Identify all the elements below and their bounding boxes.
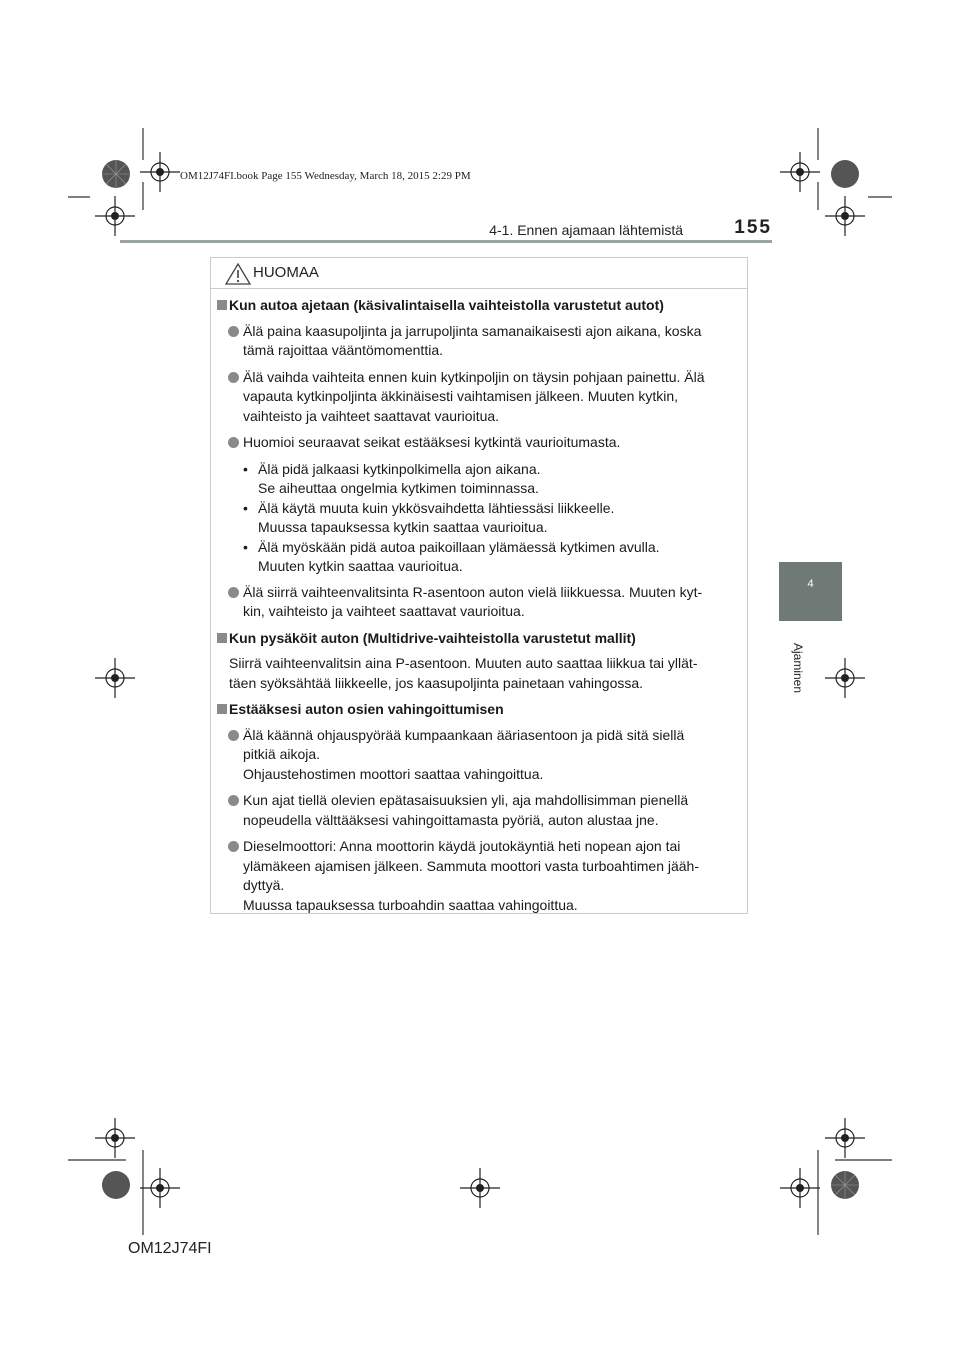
registration-mark: [825, 196, 865, 236]
list-item: Huomioi seuraavat seikat estääksesi kytkintä vaurioitumasta.: [217, 433, 744, 453]
list-item: Kun ajat tiellä olevien epätasaisuuksien yli, aja mahdollisimman pienellä nopeudella välttääksesi vahingoittamasta pyöriä, auton alustaa jne.: [217, 791, 744, 830]
registration-mark: [780, 152, 820, 192]
notice-title: HUOMAA: [253, 264, 319, 281]
notice-content: [217, 296, 744, 922]
registration-mark: [95, 1118, 135, 1158]
sub-list-item: • Älä pidä jalkaasi kytkinpolkimella ajon aikana. Se aiheuttaa ongelmia kytkimen toiminnassa.: [243, 460, 541, 496]
registration-mark: [95, 658, 135, 698]
section-title: 4-1. Ennen ajamaan lähtemistä: [489, 222, 683, 238]
list-item: Älä käännä ohjauspyörää kumpaankaan ääriasentoon ja pidä sitä siellä pitkiä aikoja. Ohjaustehostimen moottori saattaa vahingoittua.: [217, 726, 744, 785]
chapter-number: 4: [807, 578, 814, 590]
round-bullet-icon: [228, 730, 239, 741]
round-bullet-icon: [228, 587, 239, 598]
registration-mark: [825, 1118, 865, 1158]
round-bullet-icon: [228, 437, 239, 448]
round-bullet-icon: [228, 372, 239, 383]
registration-mark: [140, 1168, 180, 1208]
registration-mark: [95, 196, 135, 236]
registration-mark: [460, 1168, 500, 1208]
square-bullet-icon: [217, 300, 227, 310]
section-heading: Kun pysäköit auton (Multidrive-vaihteistolla varustetut mallit): [217, 629, 744, 649]
chapter-tab: [779, 562, 842, 621]
registration-mark: [825, 658, 865, 698]
list-item: Älä paina kaasupoljinta ja jarrupoljinta samanaikaisesti ajon aikana, koska tämä rajoittaa vääntömomenttia.: [217, 322, 744, 361]
round-bullet-icon: [228, 841, 239, 852]
list-item: Dieselmoottori: Anna moottorin käydä joutokäyntiä heti nopean ajon tai ylämäkeen ajamisen jälkeen. Sammuta moottori vasta turboahtimen jääh- dyttyä. Muussa tapauksessa turboahdin saattaa vahingoittua.: [217, 837, 744, 915]
sub-list: [217, 460, 744, 577]
sub-list-item: • Älä myöskään pidä autoa paikoillaan ylämäessä kytkimen avulla. Muuten kytkin saattaa vaurioitua.: [243, 538, 660, 574]
section-heading: Estääksesi auton osien vahingoittumisen: [217, 700, 744, 720]
registration-mark: [140, 152, 180, 192]
page-number: 155: [734, 217, 772, 238]
starburst-mark: [830, 159, 860, 189]
notice-header: [211, 258, 747, 289]
header-rule: [120, 240, 772, 243]
round-bullet-icon: [228, 795, 239, 806]
starburst-mark: [101, 1170, 131, 1200]
warning-triangle-icon: [225, 263, 251, 285]
section-heading: Kun autoa ajetaan (käsivalintaisella vaihteistolla varustetut autot): [217, 296, 744, 316]
square-bullet-icon: [217, 633, 227, 643]
list-item: Älä vaihda vaihteita ennen kuin kytkinpoljin on täysin pohjaan painettu. Älä vapauta kytkinpoljinta äkkinäisesti vaihtamisen jälkeen. Muuten kytkin, vaihteisto ja vaihteet saattavat vaurioitua.: [217, 368, 744, 427]
starburst-mark: [101, 159, 131, 189]
chapter-label: Ajaminen: [791, 643, 805, 694]
paragraph: Siirrä vaihteenvalitsin aina P-asentoon. Muuten auto saattaa liikkua tai yllät- täen syöksähtää liikkeelle, jos kaasupoljinta painetaan vahingossa.: [229, 655, 698, 691]
notice-box: [210, 257, 748, 914]
registration-mark: [780, 1168, 820, 1208]
print-stamp: OM12J74FI.book Page 155 Wednesday, March 18, 2015 2:29 PM: [180, 170, 471, 182]
sub-list-item: • Älä käytä muuta kuin ykkösvaihdetta lähtiessäsi liikkeelle. Muussa tapauksessa kytkin saattaa vaurioitua.: [243, 499, 615, 535]
starburst-mark: [830, 1170, 860, 1200]
round-bullet-icon: [228, 326, 239, 337]
square-bullet-icon: [217, 704, 227, 714]
list-item: Älä siirrä vaihteenvalitsinta R-asentoon auton vielä liikkuessa. Muuten kyt- kin, vaihteisto ja vaihteet saattavat vaurioitua.: [217, 583, 744, 622]
footer-code: OM12J74FI: [128, 1240, 212, 1257]
